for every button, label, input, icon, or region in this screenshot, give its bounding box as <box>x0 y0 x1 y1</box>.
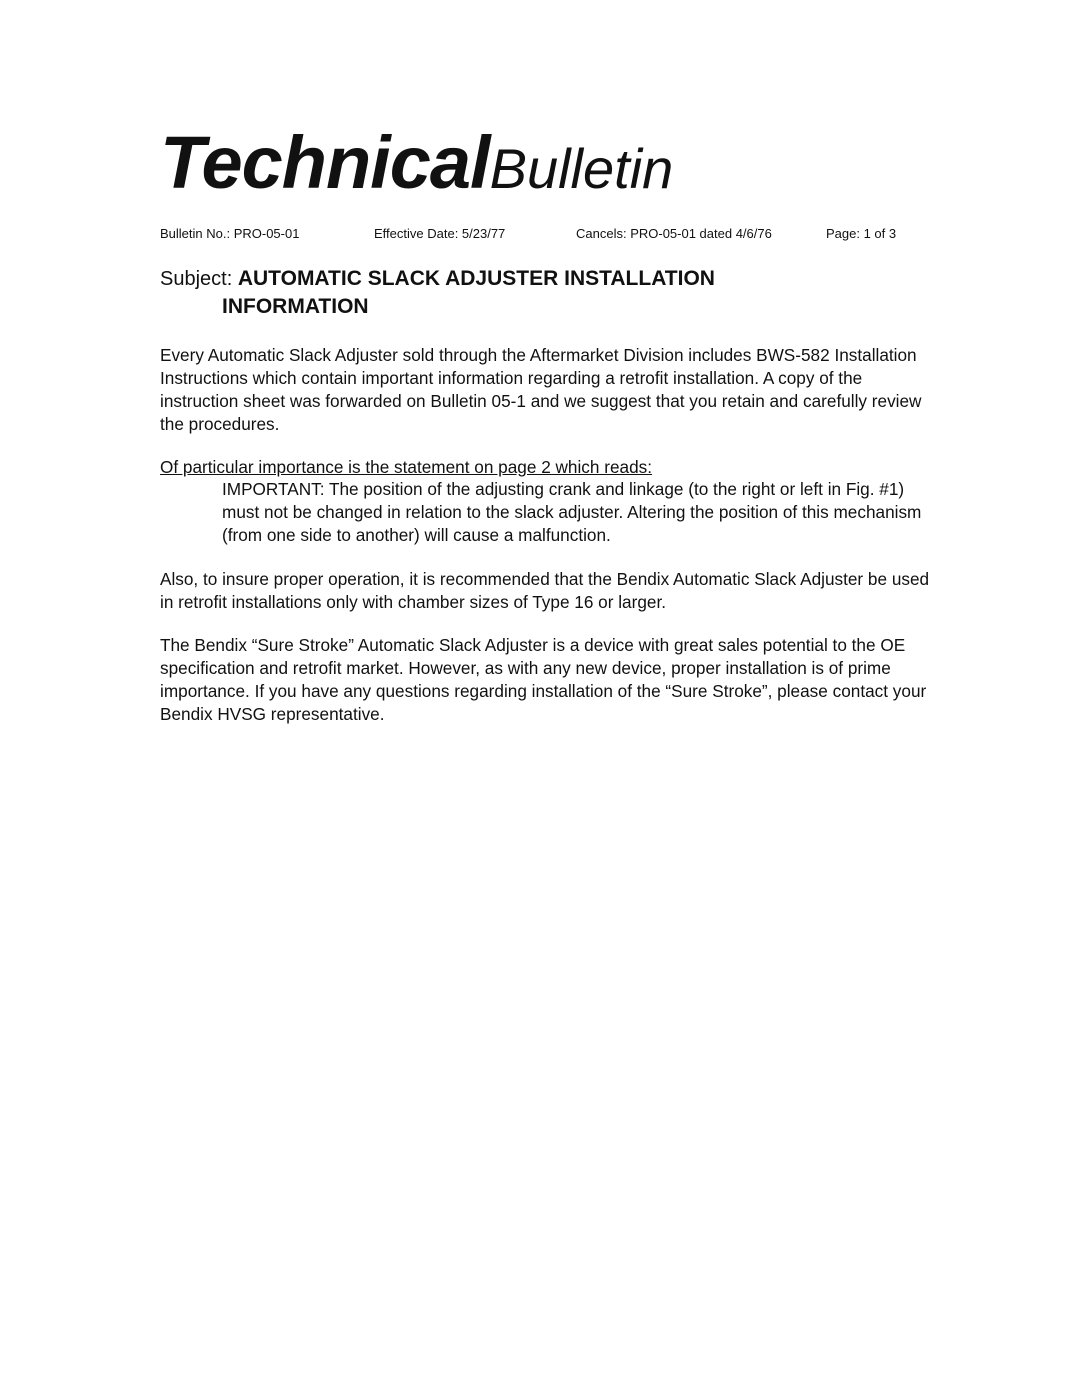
subject-heading <box>160 264 940 321</box>
paragraph-sure-stroke: The Bendix “Sure Stroke” Automatic Slack Adjuster is a device with great sales potential to the OE specification and retrofit market. However, as with any new device, proper installation is of prime importance. If you have any questions regarding installation of the “Sure Stroke”, please contact your Bendix HVSG representative. <box>160 635 927 724</box>
effective-date: Effective Date: 5/23/77 <box>374 226 506 241</box>
subject-title-line1: AUTOMATIC SLACK ADJUSTER INSTALLATION <box>237 267 715 290</box>
bulletin-number: Bulletin No.: PRO-05-01 <box>160 226 300 241</box>
paragraph-important-quote: IMPORTANT: The position of the adjusting crank and linkage (to the right or left in Fig. #1) must not be changed in relation to the slack adjuster. Altering the position of this mechanism (from one side to another) will cause a malfunction. <box>222 479 922 545</box>
subject-title-line2: INFORMATION <box>222 295 369 318</box>
cancels-info: Cancels: PRO-05-01 dated 4/6/76 <box>576 226 772 241</box>
paragraph-intro: Every Automatic Slack Adjuster sold through the Aftermarket Division includes BWS-582 Installation Instructions which contain important information regarding a retrofit installation. A copy of the instruction sheet was forwarded on Bulletin 05-1 and we suggest that you retain and carefully review the procedures. <box>160 345 922 434</box>
title-technical: Technical <box>160 121 490 204</box>
document-title <box>160 121 674 204</box>
title-bulletin: Bulletin <box>489 137 674 200</box>
subject-label: Subject: <box>160 268 238 290</box>
page-number: Page: 1 of 3 <box>826 226 897 241</box>
paragraph-importance-lead: Of particular importance is the statement on page 2 which reads: <box>160 457 653 477</box>
paragraph-operation: Also, to insure proper operation, it is recommended that the Bendix Automatic Slack Adjuster be used in retrofit installations only with chamber sizes of Type 16 or larger. <box>160 569 930 612</box>
